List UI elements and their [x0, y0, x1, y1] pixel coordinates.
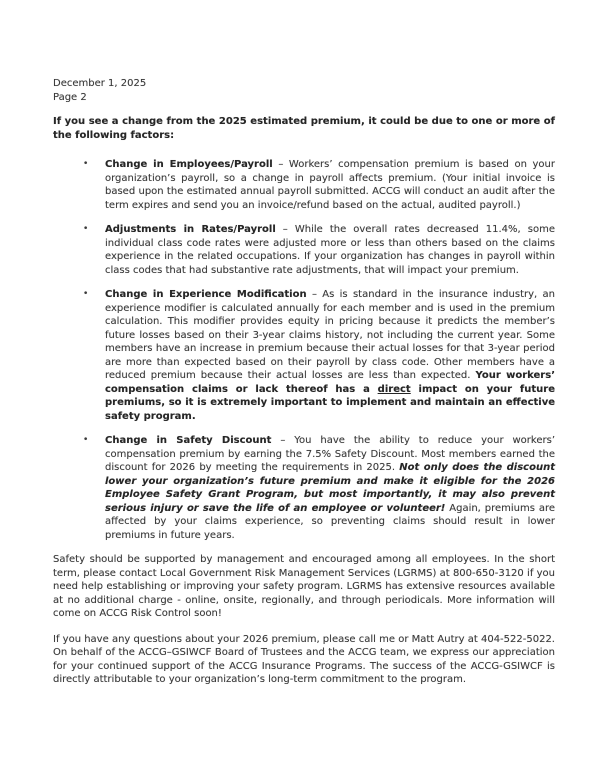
text-segment: Again, premiums are affected by your claims experience, so preventing claims should result in lower premiums in future years. [105, 502, 555, 541]
text-segment: – As is standard in the insurance industry, an experience modifier is calculated annually for each member and is used in the premium calculation. This modifier provides equity in pricing because it predicts the member’s future losses based on their 3-year claims history, not including the current year. Some members have an increase in premium because their actual losses for that 3-year period are more than expected based on their payroll by class code. Other members have a reduced premium because their actual losses are less than expected. [105, 289, 555, 381]
intro-heading: If you see a change from the 2025 estimated premium, it could be due to one or more of the following factors: [53, 116, 555, 141]
body-paragraph: If you have any questions about your 2026 premium, please call me or Matt Autry at 404-522-5022. On behalf of the ACCG–GSIWCF Board of Trustees and the ACCG team, we express our appreciation for your continued support of the ACCG Insurance Programs. The success of the ACCG-GSIWCF is directly attributable to your organization’s long-term commitment to the program. [53, 633, 555, 685]
closing-paragraphs [53, 553, 555, 687]
date-line: December 1, 2025 [53, 78, 147, 89]
text-segment: Not only does the discount lower your organization’s future premium and make it eligible for the 2026 Employee Safety Grant Program, but most importantly, it may also prevent serious injury or save the life of an employee or volunteer! [105, 462, 556, 514]
bullet-marker: • [83, 289, 89, 299]
body-paragraph: Safety should be supported by management and encouraged among all employees. In the short term, please contact Local Government Risk Management Services (LGRMS) at 800-650-3120 if you need help establishing or improving your safety program. LGRMS has extensive resources available at no additional charge - online, onsite, regionally, and through periodicals. More information will come on ACCG Risk Control soon! [53, 554, 555, 619]
factor-list [53, 158, 555, 542]
text-segment: – While the overall rates decreased 11.4%, some individual class code rates were adjusted more or less than others based on the claims experience in the related occupations. If your organization has changes in payroll within class codes that had substantive rate adjustments, that will impact your premium. [105, 224, 555, 276]
factor-bullet-item [53, 288, 555, 423]
text-segment: Adjustments in Rates/Payroll [105, 224, 276, 235]
bullet-marker: • [83, 435, 89, 445]
text-segment: – You have the ability to reduce your workers’ compensation premium by earning the 7.5% Safety Discount. Most members earned the discount for 2026 by meeting the requirements in 2025. [105, 435, 555, 473]
bullet-marker: • [83, 224, 89, 234]
bullet-marker: • [83, 159, 89, 169]
factor-bullet-item [53, 434, 555, 542]
text-segment: Your workers’ compensation claims or lack thereof has a [105, 370, 555, 395]
factor-bullet-item [53, 158, 555, 212]
text-segment: – Workers’ compensation premium is based on your organization’s payroll, so a change in payroll affects premium. (Your initial invoice is based upon the estimated annual payroll submitted. ACCG will conduct an audit after the term expires and send you an invoice/refund based on the actual, audited payroll.) [105, 159, 555, 211]
text-segment: Change in Employees/Payroll [105, 159, 273, 170]
text-segment: Change in Safety Discount [105, 435, 272, 446]
factor-bullet-item [53, 223, 555, 277]
text-segment: direct [377, 383, 411, 395]
text-segment: Change in Experience Modification [105, 289, 307, 300]
page-number: Page 2 [53, 91, 87, 103]
text-segment: impact on your future premiums, so it is extremely important to implement and maintain an effective safety program. [105, 383, 556, 422]
